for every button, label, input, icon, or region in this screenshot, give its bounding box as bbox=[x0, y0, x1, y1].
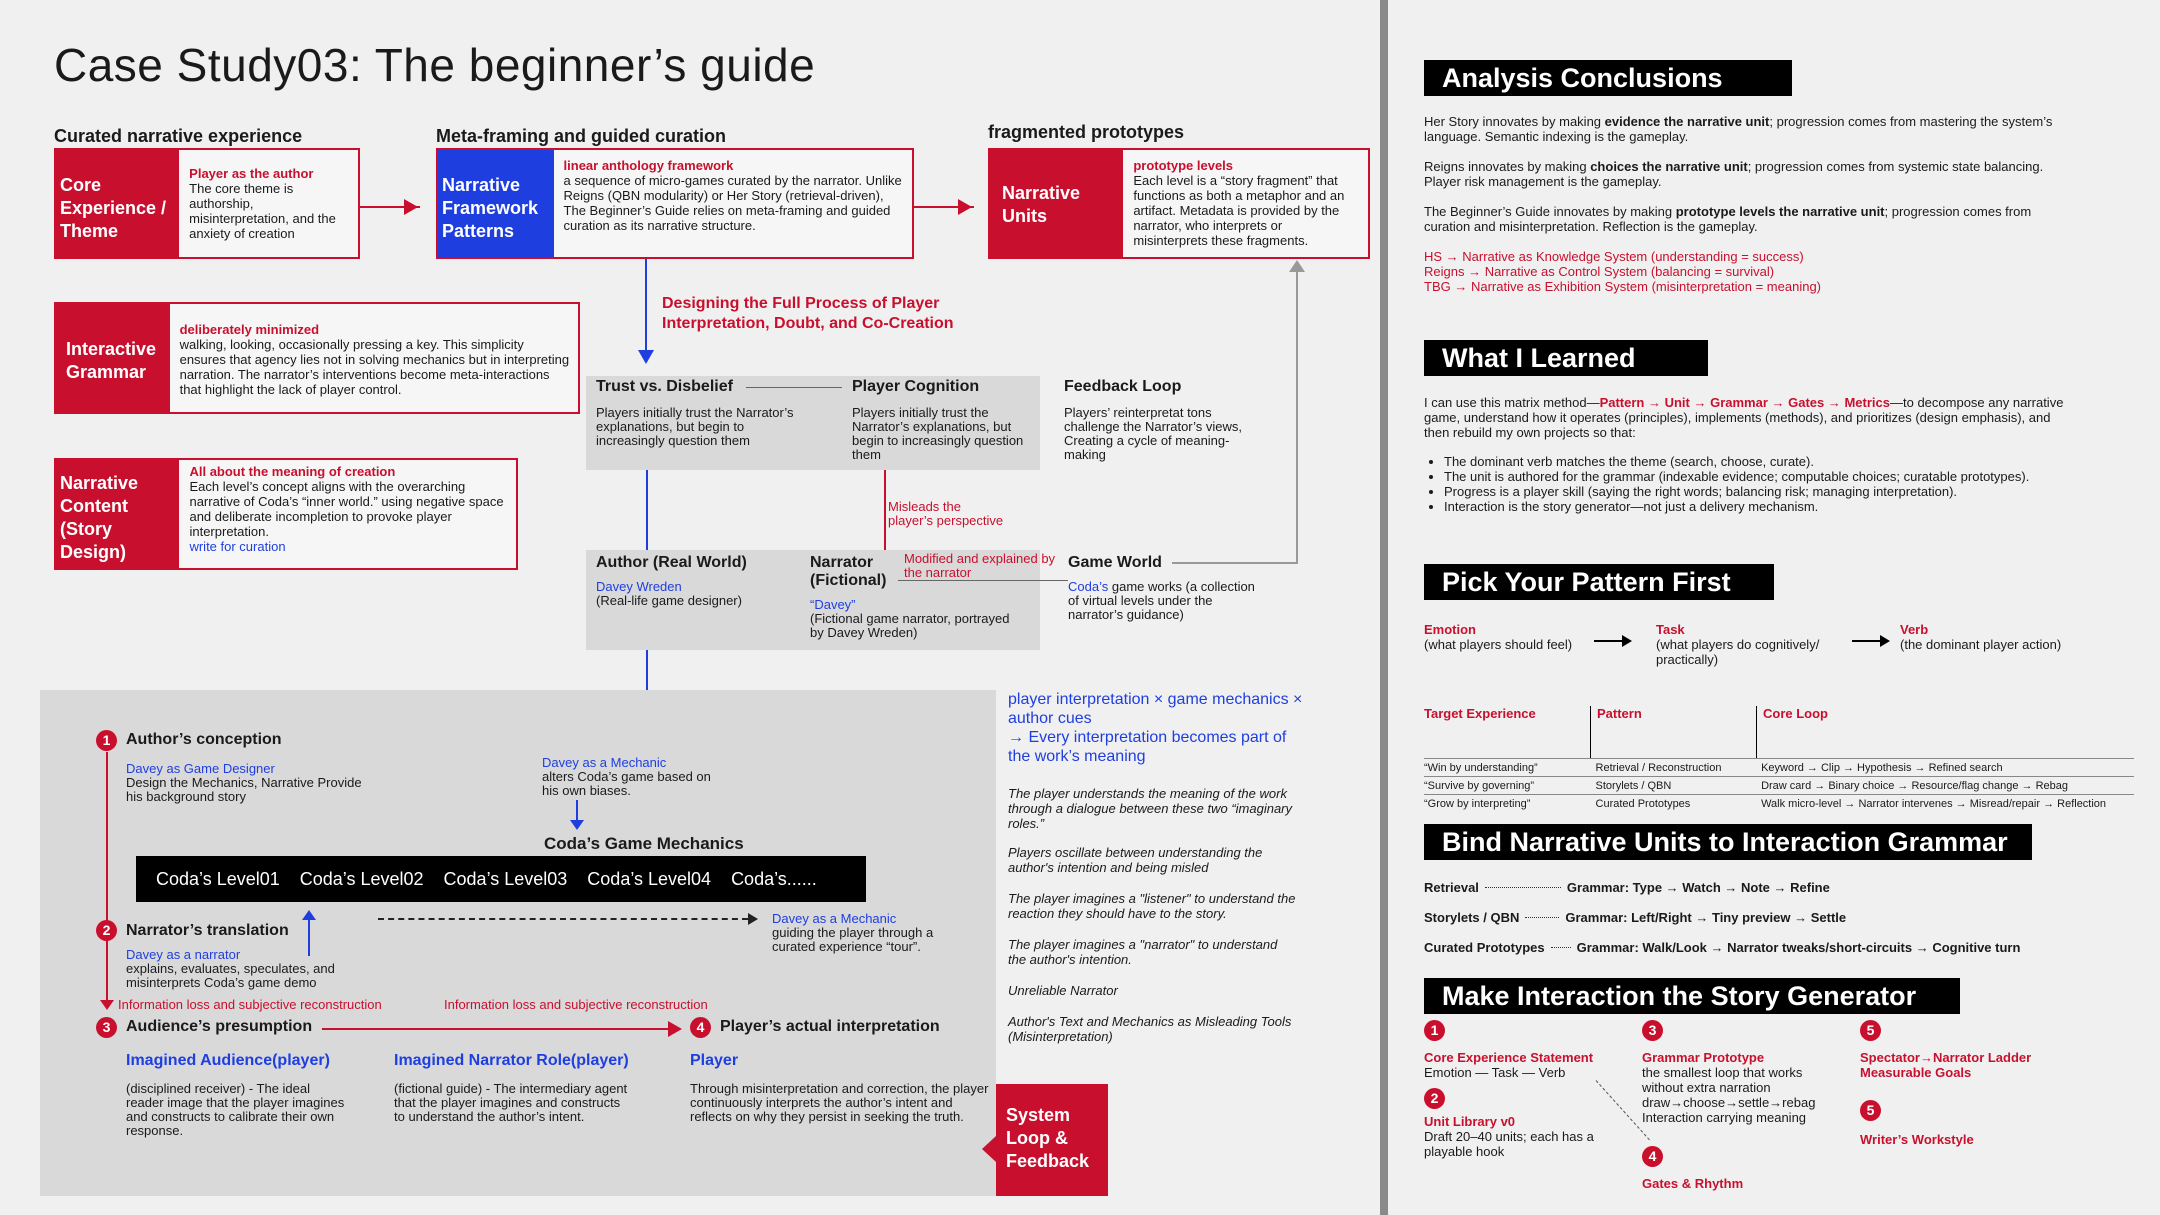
coda-level: Coda’s Level02 bbox=[299, 868, 424, 889]
author-desc: (Real-life game designer) bbox=[596, 593, 742, 608]
step4-number: 4 bbox=[690, 1017, 711, 1038]
step1-head: Author’s conception bbox=[126, 731, 282, 748]
make-title: Make Interaction the Story Generator bbox=[1424, 978, 1960, 1014]
side-notes-list bbox=[1008, 786, 1298, 1060]
narrator-up-arrow bbox=[308, 918, 310, 956]
dashed-arrowhead bbox=[748, 913, 758, 925]
step2-blue: Davey as a narrator bbox=[126, 947, 241, 962]
narrator-up-arrowhead bbox=[302, 910, 316, 920]
core-experience-box bbox=[54, 148, 360, 259]
bind-dots bbox=[1551, 947, 1571, 948]
make-item3: Grammar Prototype the smallest loop that works without extra narration draw→choose→settle→rebag Interaction carrying meaning bbox=[1642, 1050, 1816, 1125]
narrative-content-head: All about the meaning of creation bbox=[189, 464, 396, 479]
learned-bullet: • Interaction is the story generator—not just a delivery mechanism. bbox=[1444, 499, 2074, 514]
author-block bbox=[596, 554, 796, 608]
narrative-units-body: Each level is a “story fragment” that functions as both a metaphor and an artifact. Metadata is provided by the narrator, who interprets or misinterprets these fragments. bbox=[1133, 173, 1345, 248]
arrow-framework-down bbox=[645, 259, 647, 351]
framework-head: linear anthology framework bbox=[563, 158, 734, 173]
mechanic2-body: guiding the player through a curated experience “tour”. bbox=[772, 925, 934, 954]
bind-grammar: Grammar: Left/Right → Tiny preview → Settle bbox=[1565, 909, 1847, 925]
make-item5-number: 5 bbox=[1860, 1020, 1881, 1041]
dashed-arrow bbox=[378, 918, 748, 920]
step2-body: explains, evaluates, speculates, and misinterprets Coda’s game demo bbox=[126, 961, 335, 990]
pick-arrow2 bbox=[1852, 640, 1882, 642]
section-curated: Curated narrative experience bbox=[54, 126, 303, 146]
make-item6: Writer’s Workstyle bbox=[1860, 1132, 1974, 1147]
loss1-label: Information loss and subjective reconstruction bbox=[118, 997, 382, 1012]
pick-emotion: Emotion (what players should feel) bbox=[1424, 622, 1573, 652]
connector-narrator-world bbox=[898, 580, 1068, 581]
gameworld-block bbox=[1068, 554, 1268, 622]
table-cell: Keyword → Clip → Hypothesis → Refined search bbox=[1761, 762, 2003, 774]
analysis-p3: The Beginner’s Guide innovates by making prototype levels the narrative unit; progression comes from curation and misinterpretation. Reflection is the gameplay. bbox=[1424, 204, 2032, 234]
designing-label: Designing the Full Process of Player Interpretation, Doubt, and Co-Creation bbox=[662, 295, 954, 332]
pattern-table bbox=[1424, 706, 2134, 812]
analysis-red3: TBG → Narrative as Exhibition System (misinterpretation = meaning) bbox=[1424, 279, 1822, 294]
interactive-grammar-head: deliberately minimized bbox=[179, 322, 320, 337]
bind-grammar: Grammar: Type → Watch → Note → Refine bbox=[1566, 879, 1830, 895]
cognition-block bbox=[852, 378, 1034, 462]
col2-body: (fictional guide) - The intermediary agent that the player imagines and constructs to understand the author’s intent. bbox=[394, 1081, 628, 1124]
cognition-head: Player Cognition bbox=[852, 378, 980, 395]
core-experience-head: Player as the author bbox=[189, 166, 314, 181]
coda-level: Coda’s...... bbox=[731, 868, 817, 889]
side-note: Players oscillate between understanding the author's intention and being misled bbox=[1008, 845, 1263, 875]
framework-box bbox=[436, 148, 914, 259]
bind-row bbox=[1424, 932, 2124, 962]
gameworld-head: Game World bbox=[1068, 554, 1162, 571]
table-cell: Draw card → Binary choice → Resource/flag change → Rebag bbox=[1761, 780, 2068, 792]
write-for-curation-link[interactable]: write for curation bbox=[189, 539, 286, 554]
side-note: The player understands the meaning of the work through a dialogue between these two “imaginary roles.” bbox=[1008, 786, 1293, 831]
narrative-units-head: prototype levels bbox=[1133, 158, 1234, 173]
trust-block bbox=[596, 378, 796, 448]
learned-bullet: • Progress is a player skill (saying the right words; balancing risk; managing interpretation). bbox=[1444, 484, 2074, 499]
line-author-down bbox=[646, 650, 648, 690]
table-cell: “Win by understanding” bbox=[1424, 762, 1538, 774]
core-experience-body: The core theme is authorship, misinterpretation, and the anxiety of creation bbox=[189, 181, 336, 241]
step4-head: Player’s actual interpretation bbox=[720, 1018, 940, 1035]
learned-bullet: • The unit is authored for the grammar (indexable evidence; computable choices; curatable prototypes). bbox=[1444, 469, 2074, 484]
arrow-3-4 bbox=[322, 1028, 672, 1030]
bind-dots bbox=[1525, 917, 1559, 918]
bind-pattern: Storylets / QBN bbox=[1424, 909, 1520, 925]
make-item4: Gates & Rhythm bbox=[1642, 1176, 1744, 1191]
gameworld-name: Coda’s bbox=[1068, 579, 1109, 594]
bind-rows bbox=[1424, 872, 2124, 962]
learned-bullets bbox=[1424, 454, 2074, 514]
make-item5: Spectator→Narrator Ladder Measurable Goals bbox=[1860, 1050, 2032, 1080]
modified-label: Modified and explained by the narrator bbox=[904, 551, 1056, 580]
panel-divider bbox=[1380, 0, 1388, 1215]
mechanic1-blue: Davey as a Mechanic bbox=[542, 755, 667, 770]
section-meta: Meta-framing and guided curation bbox=[436, 126, 727, 146]
bind-title: Bind Narrative Units to Interaction Grammar bbox=[1424, 824, 2032, 860]
arrowhead-3-4 bbox=[668, 1021, 682, 1037]
step2-head: Narrator’s translation bbox=[126, 922, 289, 939]
analysis-p2: Reigns innovates by making choices the narrative unit; progression comes from systemic state balancing. Player risk management is the gameplay. bbox=[1424, 159, 2044, 189]
system-loop-box: System Loop & Feedback bbox=[996, 1084, 1108, 1196]
cognition-body: Players initially trust the Narrator’s explanations, but begin to increasingly question them bbox=[852, 405, 1024, 462]
bind-dots bbox=[1485, 887, 1561, 888]
mechanic1-arrowhead bbox=[570, 820, 584, 830]
formula-text-2: → Every interpretation becomes part of the work’s meaning bbox=[1008, 729, 1287, 765]
section-fragmented: fragmented prototypes bbox=[988, 122, 1185, 142]
misleads-label: Misleads the player’s perspective bbox=[888, 499, 1004, 528]
interactive-grammar-label: Interactive Grammar bbox=[56, 304, 170, 412]
mechanics-title: Coda’s Game Mechanics bbox=[544, 834, 744, 853]
mechanic1-body: alters Coda’s game based on his own biases. bbox=[542, 769, 711, 798]
table-row bbox=[1424, 758, 2134, 776]
interactive-grammar-text bbox=[170, 304, 578, 412]
bind-row bbox=[1424, 872, 2124, 902]
mechanic1-arrow bbox=[576, 800, 578, 822]
interactive-grammar-box bbox=[54, 302, 580, 414]
table-cell: “Grow by interpreting” bbox=[1424, 798, 1531, 810]
col3-body: Through misinterpretation and correction, the player continuously interprets the author’s intent and reflects on why they persist in seeking the truth. bbox=[690, 1081, 989, 1124]
side-note: The player imagines a "listener" to understand the reaction they should have to the story. bbox=[1008, 891, 1296, 921]
pick-task: Task (what players do cognitively/ practically) bbox=[1656, 622, 1820, 667]
page-title: Case Study03: The beginner’s guide bbox=[54, 39, 816, 91]
narrative-content-box bbox=[54, 458, 518, 570]
col2-head: Imagined Narrator Role(player) bbox=[394, 1052, 629, 1069]
feedback-block bbox=[1064, 378, 1244, 462]
narrative-units-label: Narrative Units bbox=[990, 150, 1123, 257]
loop-line-horizontal bbox=[1172, 562, 1298, 564]
make-grid bbox=[1424, 1020, 2124, 1200]
feedback-head: Feedback Loop bbox=[1064, 378, 1182, 395]
arrowhead-framework-units bbox=[958, 199, 972, 215]
connector-trust-cognition bbox=[746, 387, 842, 388]
pick-arrow1 bbox=[1594, 640, 1624, 642]
feedback-body: Players’ reinterpretat tons challenge the Narrator’s views, Creating a cycle of meaning-making bbox=[1064, 405, 1242, 462]
make-item1: Core Experience Statement Emotion — Task — Verb bbox=[1424, 1050, 1594, 1080]
step1-body: Design the Mechanics, Narrative Provide his background story bbox=[126, 775, 362, 804]
gameworld-desc: game works (a collection of virtual levels under the narrator’s guidance) bbox=[1068, 579, 1255, 622]
pick-arrowhead2 bbox=[1880, 635, 1890, 647]
line-trust-author bbox=[646, 470, 648, 550]
table-cell: Curated Prototypes bbox=[1595, 798, 1691, 810]
pattern-rows bbox=[1424, 758, 2134, 812]
col3-head: Player bbox=[690, 1052, 739, 1069]
analysis-red1: HS → Narrative as Knowledge System (understanding = success) bbox=[1424, 249, 1804, 264]
side-note: Author's Text and Mechanics as Misleading Tools (Misinterpretation) bbox=[1008, 1014, 1292, 1044]
analysis-p1: Her Story innovates by making evidence the narrative unit; progression comes from mastering the system’s language. Semantic indexing is the gameplay. bbox=[1424, 114, 2053, 144]
narrative-content-text bbox=[179, 460, 516, 568]
pick-verb: Verb (the dominant player action) bbox=[1900, 622, 2062, 652]
make-item2: Unit Library v0 Draft 20–40 units; each has a playable hook bbox=[1424, 1114, 1594, 1159]
table-cell: Storylets / QBN bbox=[1595, 780, 1672, 792]
pattern-table-header: Target Experience Pattern Core Loop bbox=[1424, 706, 2134, 758]
author-name: Davey Wreden bbox=[596, 579, 682, 594]
step3-number: 3 bbox=[96, 1017, 117, 1038]
make-item3-number: 3 bbox=[1642, 1020, 1663, 1041]
bind-row bbox=[1424, 902, 2124, 932]
table-row bbox=[1424, 776, 2134, 794]
table-row bbox=[1424, 794, 2134, 812]
analysis-red2: Reigns → Narrative as Control System (balancing = survival) bbox=[1424, 264, 1775, 279]
make-item6-number: 5 bbox=[1860, 1100, 1881, 1121]
arrowhead-framework-down bbox=[638, 350, 654, 364]
narrator-head: Narrator (Fictional) bbox=[810, 554, 887, 589]
col1-head: Imagined Audience(player) bbox=[126, 1052, 330, 1069]
make-item1-number: 1 bbox=[1424, 1020, 1445, 1041]
narrative-content-label: Narrative Content (Story Design) bbox=[56, 460, 179, 568]
step1-blue: Davey as Game Designer bbox=[126, 761, 275, 776]
loss2-label: Information loss and subjective reconstruction bbox=[444, 997, 708, 1012]
framework-body: a sequence of micro-games curated by the narrator. Unlike Reigns (QBN modularity) or Her Story (retrieval-driven), The Beginner’s Guide relies on meta-framing and guided curation as its narrative structure. bbox=[563, 173, 902, 233]
pick-arrowhead1 bbox=[1622, 635, 1632, 647]
author-head: Author (Real World) bbox=[596, 554, 747, 571]
formula-text: player interpretation × game mechanics × author cues bbox=[1008, 691, 1303, 727]
framework-text bbox=[554, 150, 912, 257]
narrative-content-body: Each level’s concept aligns with the overarching narrative of Coda’s “inner world.” using negative space and deliberate incompletion to provoke player interpretation. bbox=[189, 479, 504, 539]
interactive-grammar-body: walking, looking, occasionally pressing a key. This simplicity ensures that agency lies not in solving mechanics but in interpreting narration. The narrator’s interventions become meta-interactions that highlight the lack of player control. bbox=[179, 337, 570, 397]
pick-title: Pick Your Pattern First bbox=[1424, 564, 1774, 600]
formula-note bbox=[1008, 690, 1308, 766]
trust-head: Trust vs. Disbelief bbox=[596, 378, 733, 395]
levels-bar bbox=[136, 856, 866, 902]
table-cell: Retrieval / Reconstruction bbox=[1595, 762, 1722, 774]
bind-grammar: Grammar: Walk/Look → Narrator tweaks/short-circuits → Cognitive turn bbox=[1576, 939, 2021, 955]
step3-head: Audience’s presumption bbox=[126, 1018, 313, 1035]
arrowhead-core-framework bbox=[404, 199, 418, 215]
coda-level: Coda’s Level03 bbox=[443, 868, 568, 889]
line-cognition-narrator bbox=[884, 470, 886, 550]
learned-body bbox=[1424, 395, 2074, 514]
side-note: Unreliable Narrator bbox=[1008, 983, 1118, 998]
coda-level: Coda’s Level01 bbox=[156, 868, 280, 889]
learned-bullet: • The dominant verb matches the theme (search, choose, curate). bbox=[1444, 454, 2074, 469]
narrative-units-box bbox=[988, 148, 1370, 259]
system-loop-pointer bbox=[982, 1136, 996, 1162]
table-cell: “Survive by governing” bbox=[1424, 780, 1535, 792]
bind-pattern: Curated Prototypes bbox=[1424, 939, 1545, 955]
analysis-body bbox=[1424, 114, 2074, 294]
bind-pattern: Retrieval bbox=[1424, 879, 1479, 895]
narrator-desc: (Fictional game narrator, portrayed by Davey Wreden) bbox=[810, 611, 1010, 640]
mechanic2-blue: Davey as a Mechanic bbox=[772, 911, 897, 926]
framework-label: Narrative Framework Patterns bbox=[438, 150, 554, 257]
narrator-name: “Davey” bbox=[810, 597, 856, 612]
trust-body: Players initially trust the Narrator’s explanations, but begin to increasingly question them bbox=[596, 405, 794, 448]
main-flow-arrowhead bbox=[100, 1000, 114, 1010]
make-item2-number: 2 bbox=[1424, 1088, 1445, 1109]
make-item4-number: 4 bbox=[1642, 1146, 1663, 1167]
analysis-title: Analysis Conclusions bbox=[1424, 60, 1792, 96]
narrative-units-text bbox=[1123, 150, 1368, 257]
core-experience-label: Core Experience / Theme bbox=[56, 150, 179, 257]
side-note: The player imagines a "narrator" to understand the author's intention. bbox=[1008, 937, 1278, 967]
coda-level: Coda’s Level04 bbox=[587, 868, 712, 889]
loop-line-vertical bbox=[1296, 268, 1298, 564]
learned-title: What I Learned bbox=[1424, 340, 1708, 376]
step1-number: 1 bbox=[96, 730, 117, 751]
core-experience-text bbox=[179, 150, 358, 257]
col1-body: (disciplined receiver) - The ideal reader image that the player imagines and constructs to calibrate their own response. bbox=[126, 1081, 345, 1138]
learned-p: I can use this matrix method—Pattern → Unit → Grammar → Gates → Metrics—to decompose any narrative game, understand how it operates (principles), implements (methods), and prioritizes (design emphasis), and then rebuild my own projects so that: bbox=[1424, 395, 2064, 440]
step2-number: 2 bbox=[96, 920, 117, 941]
main-flow-line bbox=[106, 752, 108, 1002]
loop-arrowhead bbox=[1289, 260, 1305, 272]
table-cell: Walk micro-level → Narrator intervenes → Misread/repair → Reflection bbox=[1761, 798, 2107, 810]
